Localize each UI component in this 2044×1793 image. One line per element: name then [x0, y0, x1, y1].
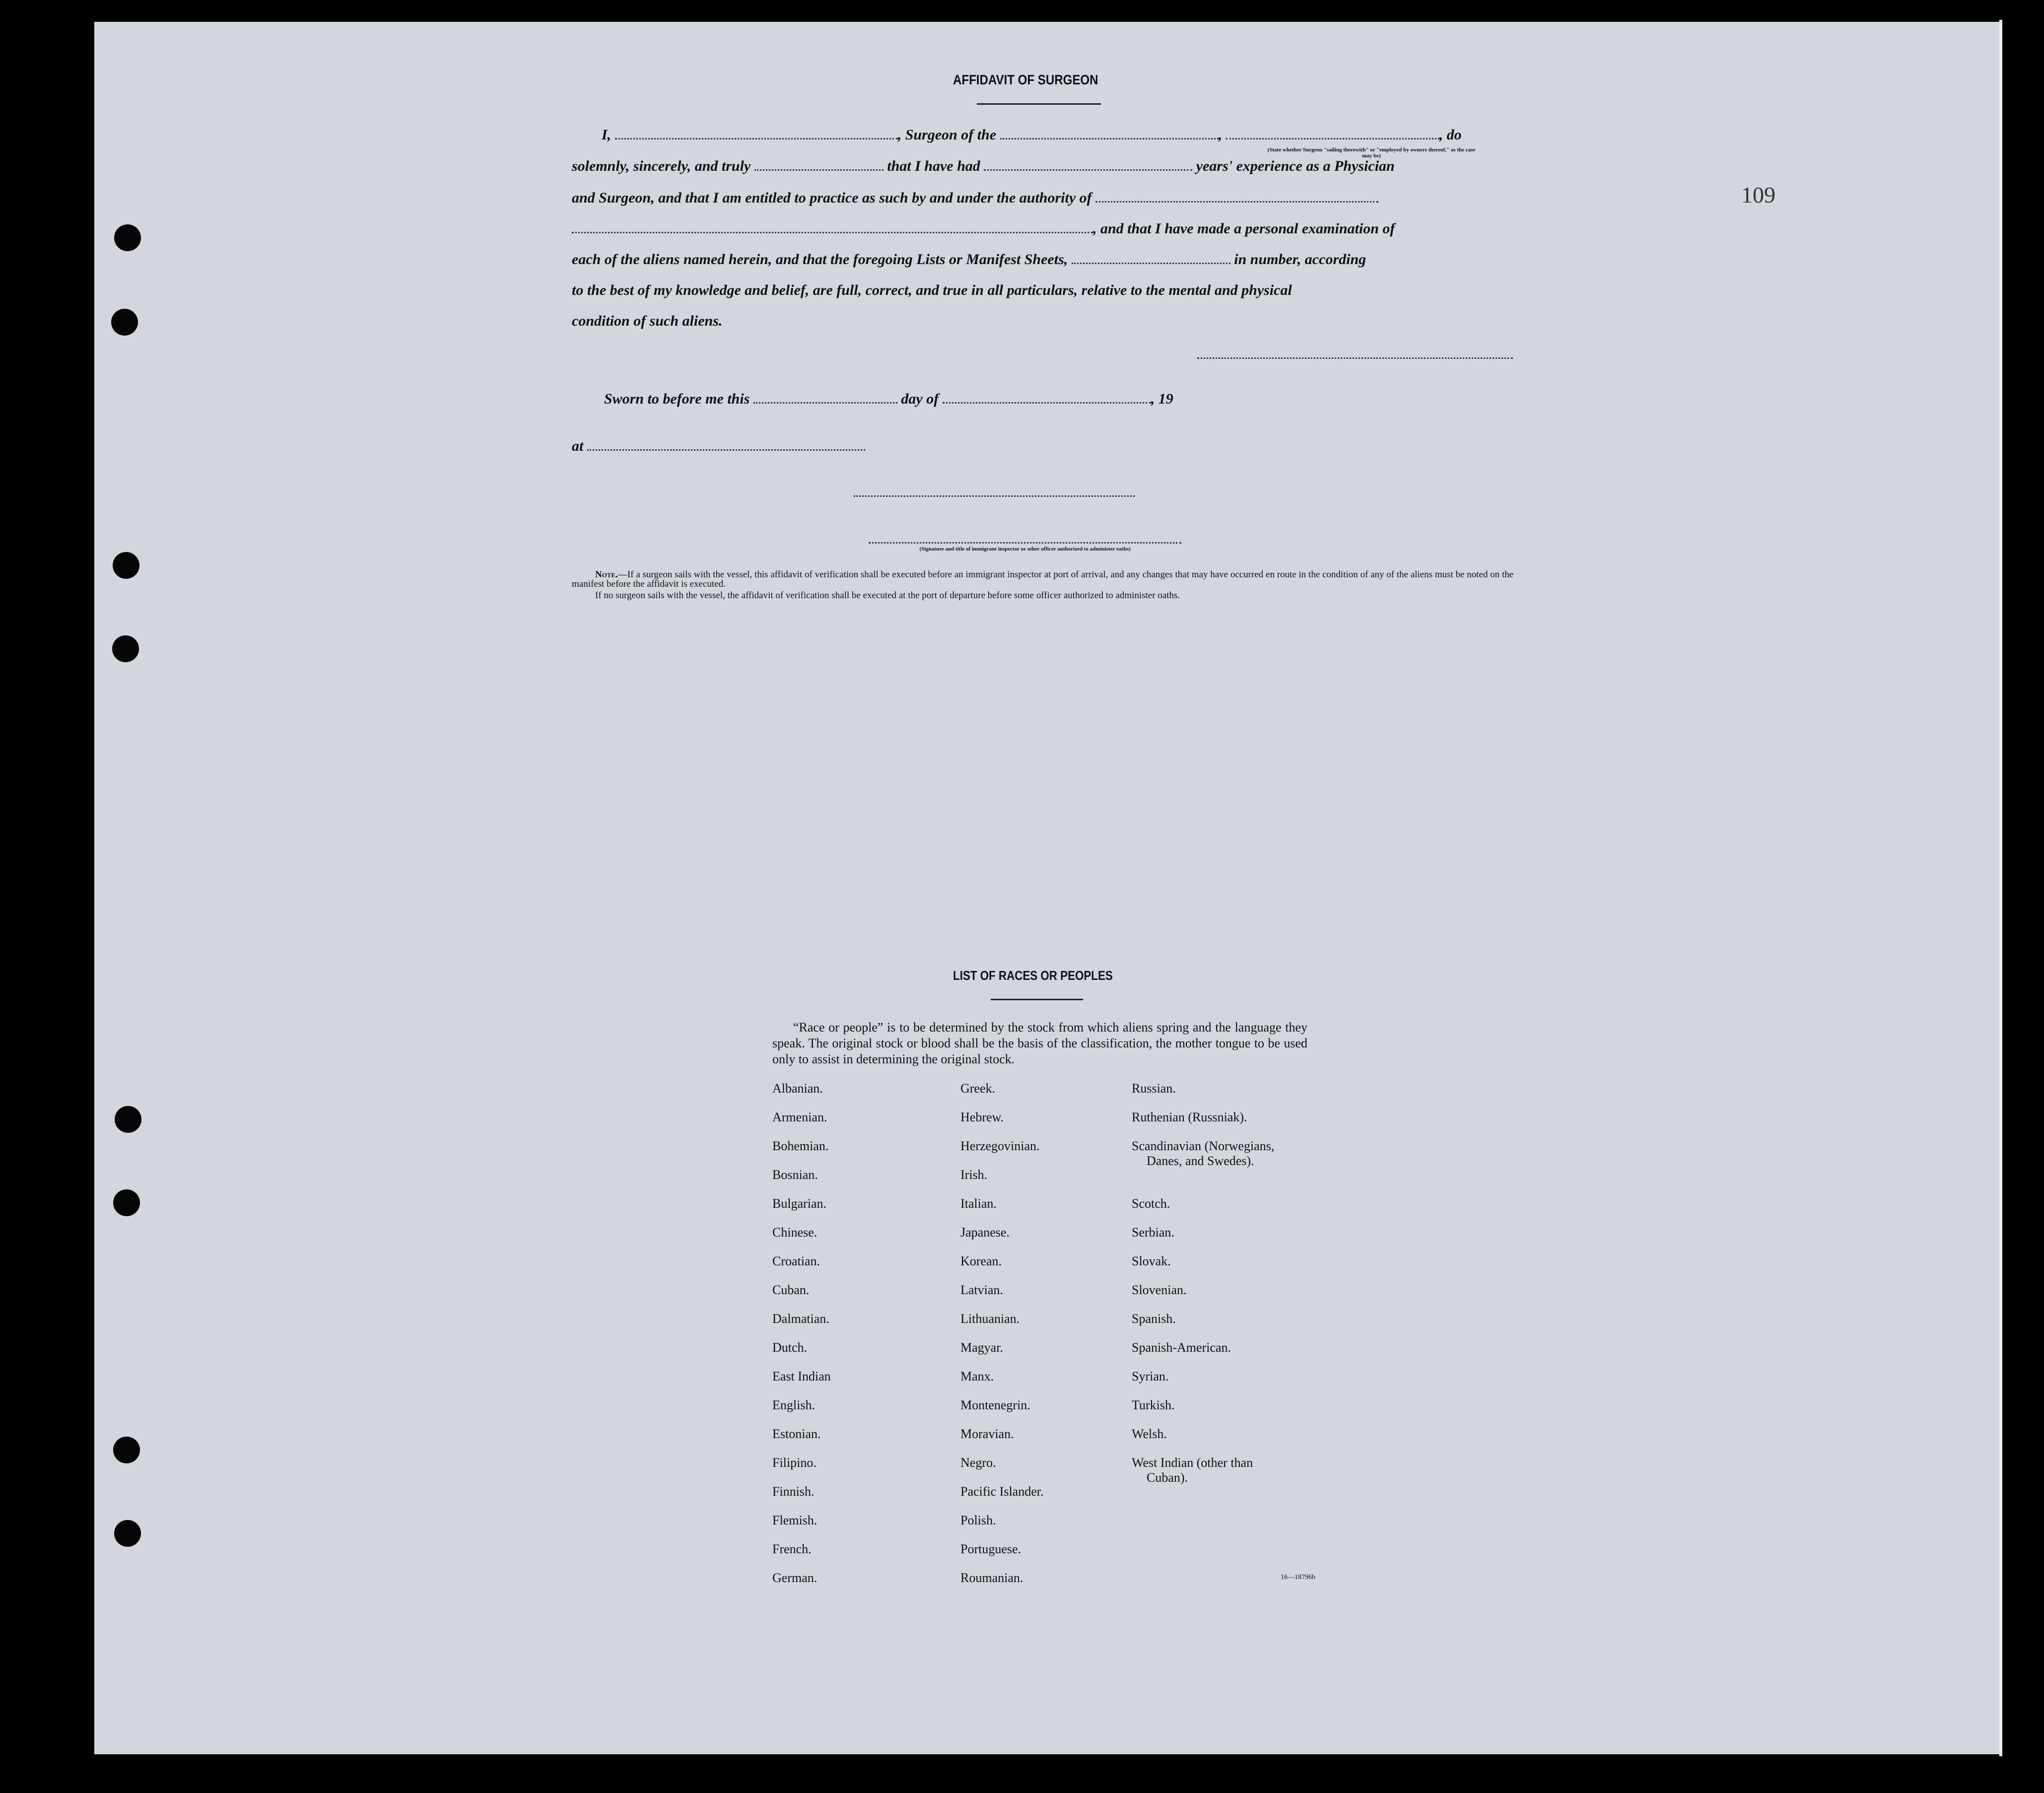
race-item: Roumanian. — [960, 1571, 1023, 1585]
races-title-rule — [991, 999, 1083, 1000]
name-field[interactable] — [615, 127, 898, 139]
race-item: Lithuanian. — [960, 1311, 1020, 1326]
race-item: German. — [772, 1571, 818, 1585]
race-item: West Indian (other than — [1132, 1455, 1253, 1470]
race-item: Spanish. — [1132, 1311, 1176, 1326]
race-item: East Indian — [772, 1369, 831, 1383]
race-item: Danes, and Swedes). — [1147, 1154, 1254, 1168]
affidavit-line-6 — [572, 282, 1292, 299]
at-label: at — [572, 438, 584, 454]
note-text-2: If no surgeon sails with the vessel, the affidavit of verification shall be executed at the port of departure before some officer authorized to administer oaths. — [595, 590, 1180, 601]
sworn-c: , 19 — [1151, 391, 1173, 407]
race-item: Irish. — [960, 1168, 988, 1182]
authority-field[interactable] — [1095, 190, 1378, 203]
sworn-a: Sworn to before me this — [604, 391, 750, 407]
page-number: 109 — [1741, 182, 1775, 207]
race-item: English. — [772, 1398, 815, 1412]
punch-hole-6 — [113, 1189, 140, 1216]
race-item: Dutch. — [772, 1340, 808, 1355]
affidavit-line-3 — [572, 190, 1378, 207]
month-field[interactable] — [943, 391, 1151, 404]
race-item: Scotch. — [1132, 1196, 1170, 1211]
race-item: Moravian. — [960, 1427, 1014, 1441]
race-item: Bohemian. — [772, 1139, 829, 1153]
race-item: Turkish. — [1132, 1398, 1175, 1412]
race-item: Italian. — [960, 1196, 997, 1211]
line2-a: solemnly, sincerely, and truly — [572, 158, 751, 174]
race-item: Herzegovinian. — [960, 1139, 1040, 1153]
race-item: Polish. — [960, 1513, 996, 1527]
punch-hole-1 — [114, 224, 141, 251]
vessel-field[interactable] — [1000, 127, 1219, 139]
race-item: French. — [772, 1542, 812, 1556]
status-field[interactable] — [1226, 127, 1439, 139]
officer-line-2[interactable] — [869, 542, 1181, 544]
race-item: Korean. — [960, 1254, 1002, 1268]
races-intro: “Race or people” is to be determined by the stock from which aliens spring and the language they speak. The original stock or blood shall be the basis of the classification, the mother tongue to be used only to assist in determining the original stock. — [772, 1020, 1307, 1066]
line1-d: , do — [1439, 127, 1462, 143]
punch-hole-4 — [112, 635, 139, 662]
race-item: Pacific Islander. — [960, 1484, 1044, 1499]
race-item: Slovenian. — [1132, 1283, 1187, 1297]
race-item: Finnish. — [772, 1484, 815, 1499]
race-item: Negro. — [960, 1455, 996, 1470]
punch-hole-2 — [111, 309, 138, 336]
race-item: Japanese. — [960, 1225, 1010, 1240]
sworn-line — [572, 391, 1173, 408]
race-item: Montenegrin. — [960, 1398, 1030, 1412]
race-item: Russian. — [1132, 1081, 1176, 1096]
years-field[interactable] — [984, 158, 1192, 171]
punch-hole-8 — [114, 1520, 141, 1547]
race-item: Bosnian. — [772, 1168, 818, 1182]
sworn-b: day of — [901, 391, 939, 407]
sheet-count-field[interactable] — [1072, 252, 1230, 264]
race-item: Cuban). — [1147, 1470, 1188, 1485]
affidavit-line-1 — [572, 127, 1462, 143]
affidavit-line-2 — [572, 158, 1395, 175]
race-item: Welsh. — [1132, 1427, 1167, 1441]
race-item: Dalmatian. — [772, 1311, 829, 1326]
at-line — [572, 438, 865, 455]
race-item: Estonian. — [772, 1427, 821, 1441]
line2-c: years' experience as a Physician — [1196, 158, 1395, 174]
affidavit-title: AFFIDAVIT OF SURGEON — [953, 72, 1098, 87]
place-field[interactable] — [587, 438, 865, 451]
punch-hole-7 — [113, 1437, 140, 1463]
race-item: Manx. — [960, 1369, 994, 1383]
race-item: Ruthenian (Russniak). — [1132, 1110, 1247, 1124]
race-item: Scandinavian (Norwegians, — [1132, 1139, 1275, 1153]
race-item: Slovak. — [1132, 1254, 1171, 1268]
race-item: Magyar. — [960, 1340, 1003, 1355]
race-item: Armenian. — [772, 1110, 827, 1124]
line4: , and that I have made a personal examination of — [1093, 220, 1395, 237]
line5-a: each of the aliens named herein, and that the foregoing Lists or Manifest Sheets, — [572, 251, 1068, 268]
race-item: Syrian. — [1132, 1369, 1169, 1383]
line1-a: I, — [602, 127, 612, 143]
day-field[interactable] — [753, 391, 897, 404]
surgeon-signature-line[interactable] — [1197, 357, 1513, 359]
race-item: Albanian. — [772, 1081, 823, 1096]
affidavit-line-7 — [572, 313, 722, 330]
line6: to the best of my knowledge and belief, are full, correct, and true in all particulars, relative to the mental and physical — [572, 282, 1292, 298]
line5-b: in number, according — [1234, 251, 1366, 268]
race-item: Latvian. — [960, 1283, 1003, 1297]
race-item: Greek. — [960, 1081, 996, 1096]
line1-b: , Surgeon of the — [897, 127, 997, 143]
title-rule — [977, 103, 1101, 105]
race-item: Bulgarian. — [772, 1196, 827, 1211]
race-item: Filipino. — [772, 1455, 817, 1470]
race-item: Chinese. — [772, 1225, 818, 1240]
note-paragraph-2 — [572, 591, 1515, 600]
race-item: Flemish. — [772, 1513, 818, 1527]
races-title: LIST OF RACES OR PEOPLES — [953, 968, 1113, 983]
affidavit-line-5 — [572, 251, 1366, 268]
race-item: Hebrew. — [960, 1110, 1004, 1124]
authority-field-continued[interactable] — [572, 221, 1093, 233]
race-item: Serbian. — [1132, 1225, 1174, 1240]
race-item: Portuguese. — [960, 1542, 1022, 1556]
affidavit-line-4 — [572, 220, 1395, 237]
race-item: Croatian. — [772, 1254, 820, 1268]
line7: condition of such aliens. — [572, 313, 723, 329]
line2-b: that I have had — [887, 158, 980, 174]
note-label: Note. — [595, 569, 618, 580]
race-item: Cuban. — [772, 1283, 810, 1297]
signature-caption: (Signature and title of immigrant inspector or other officer authorized to administer oaths) — [919, 546, 1131, 552]
status-field-caption: (State whether Surgeon "sailing therewith" or "employed by owners thereof," as the case may be) — [1267, 147, 1476, 159]
line1-c: , — [1218, 127, 1223, 143]
race-item: Spanish-American. — [1132, 1340, 1231, 1355]
sheet-edge — [1999, 20, 2002, 1756]
punch-hole-5 — [115, 1106, 141, 1133]
note-paragraph-1 — [572, 570, 1515, 589]
oath-field[interactable] — [754, 158, 884, 171]
punch-hole-3 — [113, 552, 139, 579]
form-number: 16—18796b — [1281, 1574, 1315, 1581]
line3: and Surgeon, and that I am entitled to practice as such by and under the authority of — [572, 190, 1092, 206]
officer-line-1[interactable] — [854, 495, 1135, 497]
note-text-1: —If a surgeon sails with the vessel, this affidavit of verification shall be executed before an immigrant inspector at port of arrival, and any changes that may have occurred en route in the condition of any of the aliens must be noted on the manifest before the affidavit is executed. — [572, 569, 1514, 589]
